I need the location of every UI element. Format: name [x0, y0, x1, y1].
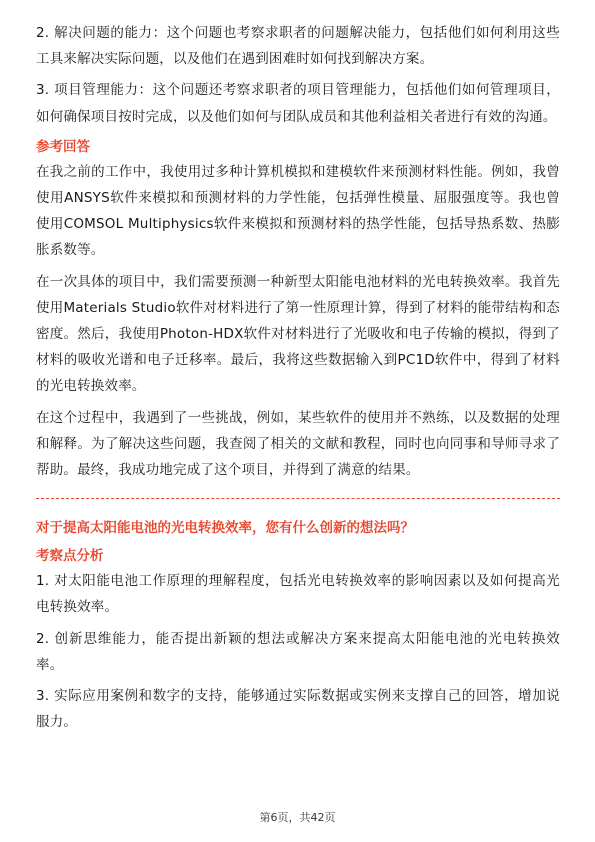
answer-paragraph: 在这个过程中，我遇到了一些挑战，例如，某些软件的使用并不熟练，以及数据的处理和解释。为了解决这些问题，我查阅了相关的文献和教程，同时也向同事和导师寻求了帮助。最终，我成功地完成了这个项目，并得到了满意的结果。	[36, 409, 560, 479]
analysis-point: 3. 项目管理能力：这个问题还考察求职者的项目管理能力，包括他们如何管理项目，如何确保项目按时完成，以及他们如何与团队成员和其他利益相关者进行有效的沟通。	[36, 82, 560, 125]
section-divider	[36, 498, 560, 499]
analysis-point: 1. 对太阳能电池工作原理的理解程度，包括光电转换效率的影响因素以及如何提高光电转换效率。	[36, 573, 560, 616]
reference-answer-heading: 参考回答	[36, 138, 90, 155]
analysis-point: 2. 创新思维能力，能否提出新颖的想法或解决方案来提高太阳能电池的光电转换效率。	[36, 630, 560, 673]
document-page	[36, 20, 560, 740]
question-title: 对于提高太阳能电池的光电转换效率，您有什么创新的想法吗？	[36, 520, 414, 537]
answer-paragraph: 在我之前的工作中，我使用过多种计算机模拟和建模软件来预测材料性能。例如，我曾使用ANSYS软件来模拟和预测材料的力学性能，包括弹性模量、屈服强度等。我也曾使用COMSOL Multiphysics软件来模拟和预测材料的热学性能，包括导热系数、热膨胀系数等。	[36, 163, 560, 259]
analysis-point: 3. 实际应用案例和数字的支持，能够通过实际数据或实例来支撑自己的回答，增加说服力。	[36, 688, 560, 731]
answer-paragraph: 在一次具体的项目中，我们需要预测一种新型太阳能电池材料的光电转换效率。我首先使用Materials Studio软件对材料进行了第一性原理计算，得到了材料的能带结构和态密度。然后，我使用Photon-HDX软件对材料进行了光吸收和电子传输的模拟，得到了材料的吸收光谱和电子迁移率。最后，我将这些数据输入到PC1D软件中，得到了材料的光电转换效率。	[36, 273, 560, 395]
analysis-point: 2. 解决问题的能力：这个问题也考察求职者的问题解决能力，包括他们如何利用这些工具来解决实际问题，以及他们在遇到困难时如何找到解决方案。	[36, 25, 560, 68]
analysis-heading: 考察点分析	[36, 548, 104, 565]
page-number: 第6页，共42页	[259, 811, 336, 824]
